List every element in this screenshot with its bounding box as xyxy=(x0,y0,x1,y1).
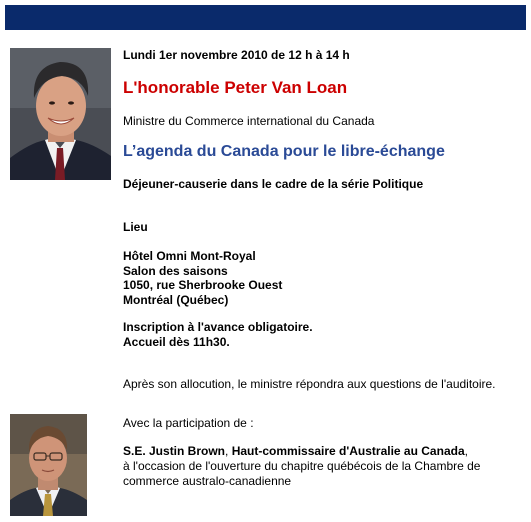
venue-address xyxy=(123,249,282,307)
participation-intro: Avec la participation de : xyxy=(123,416,254,430)
address-line: 1050, rue Sherbrooke Ouest xyxy=(123,278,283,292)
registration-line: Accueil dès 11h30. xyxy=(123,334,230,349)
guest-title: Haut-commissaire d'Australie au Canada xyxy=(231,444,465,458)
guest-occasion: à l'occasion de l'ouverture du chapitre québécois de la Chambre de commerce australo-canadienne xyxy=(123,459,481,488)
address-line: Montréal (Québec) xyxy=(123,292,229,307)
guest-name: S.E. Justin Brown xyxy=(123,444,226,458)
speaker-title: Ministre du Commerce international du Canada xyxy=(123,114,375,128)
speaker-name: L'honorable Peter Van Loan xyxy=(123,78,348,97)
guest-info: S.E. Justin Brown, Haut-commissaire d'Australie au Canada, à l'occasion de l'ouverture du chapitre québécois de la Chambre de commerce australo-canadienne xyxy=(123,444,523,489)
address-line: Salon des saisons xyxy=(123,263,228,278)
guest-photo xyxy=(10,414,87,516)
speaker-photo xyxy=(10,48,111,180)
event-subtitle: Déjeuner-causerie dans le cadre de la série Politique xyxy=(123,177,424,191)
event-date: Lundi 1er novembre 2010 de 12 h à 14 h xyxy=(123,48,350,62)
address-line: Hôtel Omni Mont-Royal xyxy=(123,249,256,263)
event-topic: L’agenda du Canada pour le libre-échange xyxy=(123,143,445,160)
location-heading: Lieu xyxy=(123,220,148,234)
registration-line: Inscription à l'avance obligatoire. xyxy=(123,320,313,334)
header-bar xyxy=(5,5,526,30)
registration-info xyxy=(123,320,313,349)
after-speech-note: Après son allocution, le ministre répondra aux questions de l'auditoire. xyxy=(123,377,496,391)
